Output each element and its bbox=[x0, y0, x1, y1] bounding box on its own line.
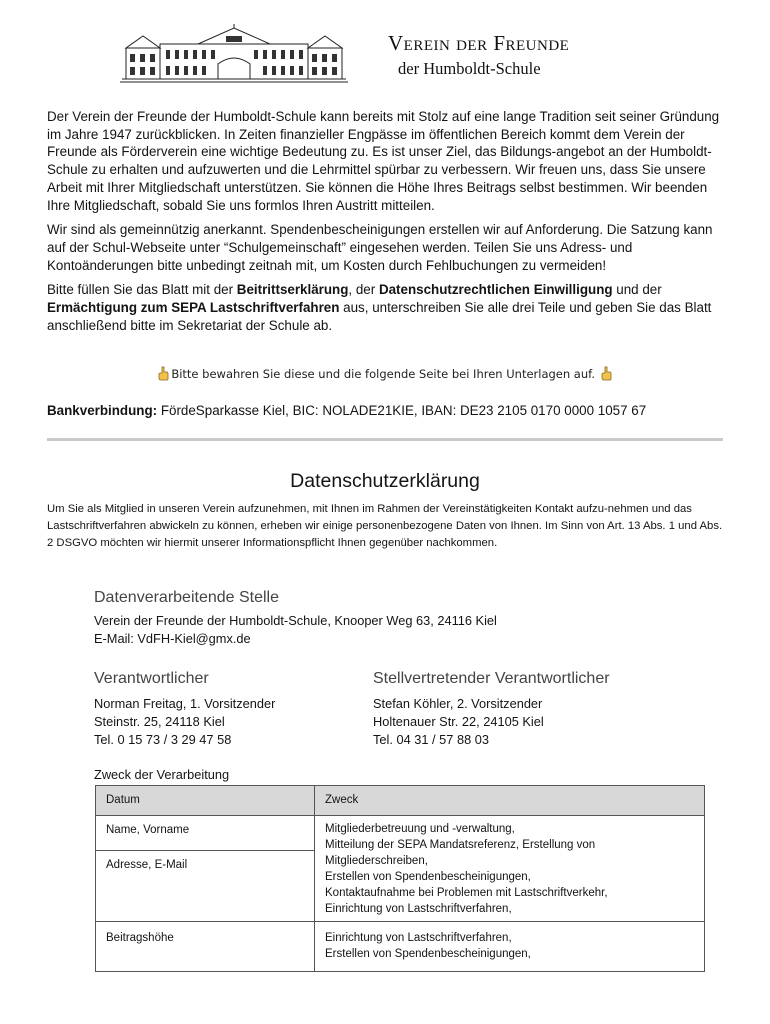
deputy-name: Stefan Köhler, 2. Vorsitzender bbox=[373, 696, 543, 711]
pointing-finger-icon bbox=[158, 366, 169, 384]
bank-details bbox=[47, 403, 646, 418]
responsible-heading: Verantwortlicher bbox=[94, 670, 209, 687]
association-title: Verein der Freunde bbox=[388, 31, 570, 55]
bank-label: Bankverbindung: bbox=[47, 403, 158, 418]
data-controller-email: E-Mail: VdFH-Kiel@gmx.de bbox=[94, 631, 251, 646]
table-cell: Mitgliederbetreuung und -verwaltung, Mitteilung der SEPA Mandatsreferenz, Erstellung von Mitgliederschreiben, Erstellen von Spendenbescheinigungen, Kontaktaufnahme bei Problemen mit Lastschriftverkehr, Einrichtung von Lastschriftverfahren, bbox=[315, 816, 705, 922]
table-row bbox=[96, 816, 705, 851]
deputy-phone: Tel. 04 31 / 57 88 03 bbox=[373, 732, 489, 747]
association-subtitle: der Humboldt-Schule bbox=[398, 59, 541, 78]
responsible-name: Norman Freitag, 1. Vorsitzender bbox=[94, 696, 276, 711]
instruction-text: Bitte füllen Sie das Blatt mit der bbox=[47, 282, 237, 298]
bank-value: FördeSparkasse Kiel, BIC: NOLADE21KIE, IBAN: DE23 2105 0170 0000 1057 67 bbox=[157, 403, 647, 418]
privacy-title: Datenschutzerklärung bbox=[290, 470, 480, 492]
table-row bbox=[96, 922, 705, 972]
table-header-row bbox=[96, 786, 705, 816]
responsible-person-section bbox=[94, 670, 275, 749]
instruction-text: aus, unterschreiben Sie alle drei Teile und geben Sie das Blatt anschließend bitte im Sekretariat der Schule ab. bbox=[47, 300, 712, 333]
instruction-bold-datenschutz: Datenschutzrechtlichen Einwilligung bbox=[378, 282, 613, 298]
data-controller-heading: Datenverarbeitende Stelle bbox=[94, 589, 280, 606]
instruction-bold-sepa: Ermächtigung zum SEPA Lastschriftverfahren bbox=[47, 300, 340, 316]
intro-paragraph-3 bbox=[47, 281, 727, 334]
data-controller-section bbox=[94, 589, 497, 648]
responsible-street: Steinstr. 25, 24118 Kiel bbox=[94, 714, 225, 729]
deputy-person-section bbox=[373, 670, 610, 749]
privacy-intro-text: Um Sie als Mitglied in unseren Verein aufzunehmen, mit Ihnen im Rahmen der Vereinstätigkeiten Kontakt aufzu-nehmen und das Lastschriftverfahren abwickeln zu können, erheben wir einige personenbezogene Daten von Ihnen. Im Sinn von Art. 13 Abs. 1 und Abs. 2 DSGVO möchten wir hiermit unserer Informationspflicht Ihnen gegenüber nachkommen. bbox=[47, 503, 723, 549]
data-controller-address: Verein der Freunde der Humboldt-Schule, Knooper Weg 63, 24116 Kiel bbox=[94, 613, 497, 628]
table-cell: Adresse, E-Mail bbox=[96, 850, 315, 921]
purpose-label: Zweck der Verarbeitung bbox=[94, 767, 230, 782]
deputy-street: Holtenauer Str. 22, 24105 Kiel bbox=[373, 714, 544, 729]
keep-pages-note bbox=[0, 366, 770, 384]
table-cell: Beitragshöhe bbox=[96, 922, 315, 972]
table-cell: Einrichtung von Lastschriftverfahren, Erstellen von Spendenbescheinigungen, bbox=[315, 922, 705, 972]
table-cell: Name, Vorname bbox=[96, 816, 315, 851]
intro-section bbox=[47, 108, 727, 341]
column-header-datum: Datum bbox=[96, 786, 315, 816]
responsible-phone: Tel. 0 15 73 / 3 29 47 58 bbox=[94, 732, 232, 747]
intro-paragraph-2: Wir sind als gemeinnützig anerkannt. Spendenbescheinigungen erstellen wir auf Anforderung. Die Satzung kann auf der Schul-Webseite unter “Schulgemeinschaft” eingesehen werden. Teilen Sie uns Adress- und Kontoänderungen bitte unbedingt zeitnah mit, um Kosten durch Fehlbuchungen zu vermeiden! bbox=[47, 222, 713, 273]
intro-paragraph-1: Der Verein der Freunde der Humboldt-Schule kann bereits mit Stolz auf eine lange Tradition seit seiner Gründung im Jahre 1947 zurückblicken. In Zeiten finanzieller Engpässe im öffentlichen Bereich kommt dem Verein der Freunde als Förderverein eine wichtige Bedeutung zu. Es ist unser Ziel, das Bildungs-angebot an der Humboldt-Schule zu erhalten und aufzuwerten und die Lehrmittel spürbar zu verbessern. Wir freuen uns, dass Sie unsere Arbeit mit Ihrer Mitgliedschaft unterstützen. Sie können die Höhe Ihres Beitrags selbst bestimmen. Wir beenden Ihre Mitgliedschaft, sobald Sie uns formlos Ihren Austritt mitteilen. bbox=[47, 109, 720, 213]
section-divider bbox=[47, 438, 723, 441]
deputy-heading: Stellvertretender Verantwortlicher bbox=[373, 670, 610, 687]
instruction-text: , der bbox=[348, 282, 379, 298]
column-header-zweck: Zweck bbox=[315, 786, 705, 816]
instruction-bold-beitritt: Beitrittserklärung bbox=[236, 282, 349, 298]
school-building-logo bbox=[118, 24, 350, 86]
pointing-finger-icon bbox=[601, 366, 612, 384]
purpose-table bbox=[95, 785, 705, 972]
instruction-text: und der bbox=[612, 282, 662, 298]
note-text: Bitte bewahren Sie diese und die folgende Seite bei Ihren Unterlagen auf. bbox=[171, 367, 596, 381]
